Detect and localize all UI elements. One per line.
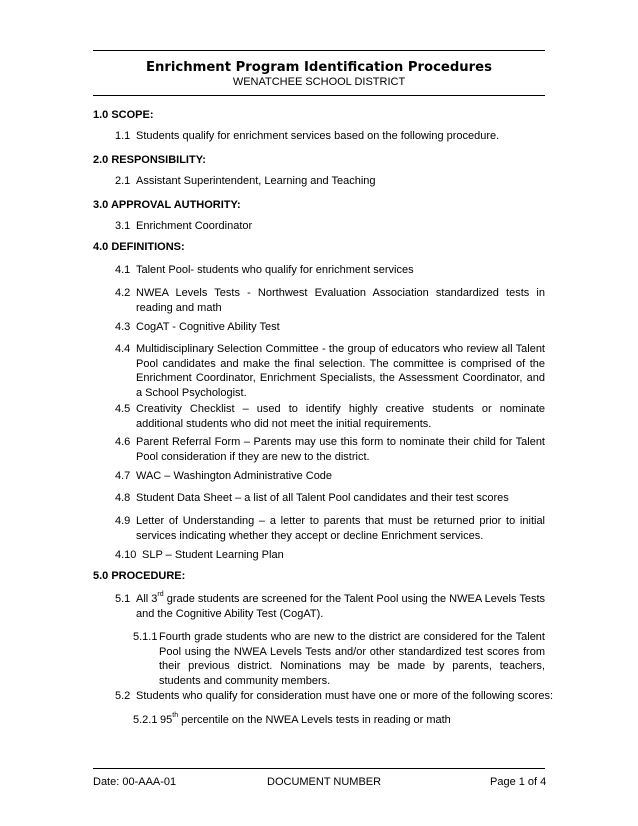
- item-text: Assistant Superintendent, Learning and Teaching: [136, 175, 376, 187]
- item-number: 4.3: [115, 321, 131, 333]
- item-number: 4.6: [115, 436, 131, 448]
- item-number: 4.7: [115, 470, 131, 482]
- section-heading-procedure: 5.0 PROCEDURE:: [93, 570, 186, 582]
- section-heading-responsibility: 2.0 RESPONSIBILITY:: [93, 154, 206, 166]
- item-text: Talent Pool- students who qualify for enrichment services: [136, 264, 414, 276]
- item-number: 1.1: [115, 130, 131, 142]
- item-text: WAC – Washington Administrative Code: [136, 470, 333, 482]
- item-number: 4.4: [115, 343, 131, 355]
- district-name: WENATCHEE SCHOOL DISTRICT: [232, 76, 406, 88]
- section-heading-approval-authority: 3.0 APPROVAL AUTHORITY:: [93, 199, 241, 211]
- section-heading-scope: 1.0 SCOPE:: [93, 109, 154, 121]
- item-number: 5.2: [115, 690, 131, 702]
- item-number: 4.1: [115, 264, 131, 276]
- footer-rule: [93, 768, 545, 769]
- item-text: Student Data Sheet – a list of all Talent Pool candidates and their test scores: [136, 492, 509, 504]
- footer-document-number: DOCUMENT NUMBER: [267, 776, 382, 788]
- item-text: CogAT - Cognitive Ability Test: [136, 321, 280, 333]
- footer-page-number: Page 1 of 4: [490, 776, 547, 788]
- item-number: 5.2.1: [133, 714, 158, 726]
- item-text: 95th percentile on the NWEA Levels tests in reading or math: [160, 712, 451, 726]
- section-heading-definitions: 4.0 DEFINITIONS:: [93, 241, 185, 253]
- item-number: 4.2: [115, 287, 131, 299]
- item-text: Enrichment Coordinator: [136, 220, 253, 232]
- item-text: Creativity Checklist – used to identify highly creative students or nominate additional students who did not meet the initial requirements.: [136, 403, 545, 430]
- item-number: 4.8: [115, 492, 131, 504]
- item-number: 3.1: [115, 220, 131, 232]
- item-text: Students qualify for enrichment services based on the following procedure.: [136, 130, 500, 142]
- item-number: 4.10: [115, 549, 137, 561]
- item-text: Parent Referral Form – Parents may use this form to nominate their child for Talent Pool consideration if they are new to the district.: [136, 436, 545, 463]
- item-text: Fourth grade students who are new to the district are considered for the Talent Pool using the NWEA Levels Tests and/or other standardized test scores from their previous district. Nominations may be made by parents, teachers, students and community members.: [159, 631, 545, 687]
- header-bottom-rule: [93, 95, 545, 96]
- document-title: Enrichment Program Identification Procedures: [146, 60, 492, 75]
- item-text: NWEA Levels Tests - Northwest Evaluation Association standardized tests in reading and math: [136, 287, 545, 314]
- item-number: 5.1: [115, 593, 131, 605]
- item-number: 4.5: [115, 403, 131, 415]
- item-text: Students who qualify for consideration must have one or more of the following scores:: [136, 690, 554, 702]
- item-text: All 3rd grade students are screened for the Talent Pool using the NWEA Levels Tests and the Cognitive Ability Test (CogAT).: [136, 591, 545, 620]
- header-top-rule: [93, 50, 545, 51]
- item-text: Multidisciplinary Selection Committee - the group of educators who review all Talent Pool candidates and make the final selection. The committee is comprised of the Enrichment Coordinator, Enrichment Specialists, the Assessment Coordinator, and a School Psychologist.: [136, 343, 545, 399]
- item-text: SLP – Student Learning Plan: [142, 549, 284, 561]
- footer-date: Date: 00-AAA-01: [93, 776, 177, 788]
- item-number: 2.1: [115, 175, 131, 187]
- item-number: 5.1.1: [133, 631, 158, 643]
- item-number: 4.9: [115, 515, 131, 527]
- item-text: Letter of Understanding – a letter to parents that must be returned prior to initial services indicating whether they accept or decline Enrichment services.: [136, 515, 545, 542]
